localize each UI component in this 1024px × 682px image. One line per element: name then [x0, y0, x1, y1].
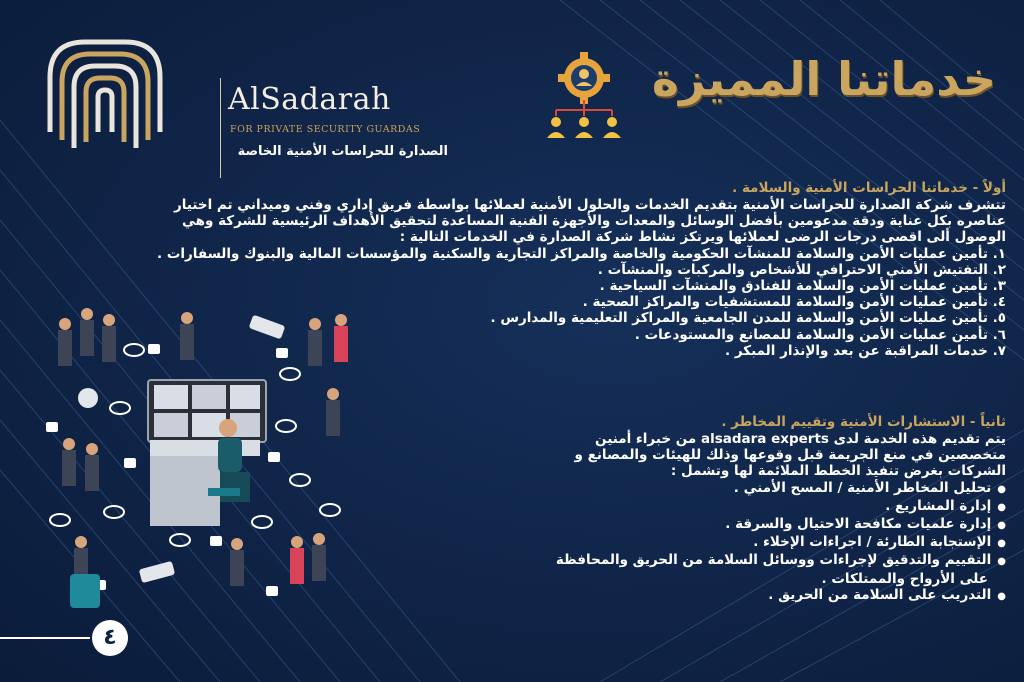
brand-name-en: AlSadarah	[228, 82, 391, 117]
page-number: ٤	[92, 620, 128, 656]
section2-heading: ثانياً - الاستشارات الأمنية وتقييم المخاطر .	[721, 414, 1006, 430]
page-title: خدماتنا المميزة	[651, 52, 996, 106]
list-item: ● الإستجابة الطارئة / اجراءات الإخلاء .	[366, 534, 1006, 552]
section2-intro-line: متخصصين في منع الجريمة قبل وقوعها وذلك للهيئات والمصانع و	[574, 447, 1006, 464]
logo-divider	[220, 78, 221, 178]
brand-logo	[40, 32, 448, 162]
brand-name-ar: الصدارة للحراسات الأمنية الخاصة	[237, 144, 448, 159]
list-item-continuation: على الأرواح والممتلكات .	[821, 570, 988, 587]
page-number-block	[0, 620, 175, 656]
list-item: ٧. خدمات المراقبة عن بعد والإنذار المبكر .	[725, 342, 1006, 359]
logo-mark	[40, 32, 170, 162]
list-item: ١. تأمين عمليات الأمن والسلامة للمنشآت الحكومية والخاصة والمراكز التجارية والسكنية والمؤسسات المالية والبنوك والسفارات .	[156, 245, 1006, 262]
section1-intro-line: عناصره بكل عناية ودقة مدعومين بأفضل الوسائل والمعدات والأجهزة الفنية المساعدة لتحقيق الأهداف الرئيسية للشركة وهي	[181, 213, 1006, 230]
brand-subtitle-en: FOR PRIVATE SECURITY GUARDAS	[230, 124, 421, 135]
section-security-consulting	[366, 414, 1006, 605]
security-illustration	[30, 290, 370, 620]
list-item: ٣. تأمين عمليات الأمن والسلامة للفنادق والمنشآت السياحية .	[599, 278, 1006, 295]
section1-intro-line: الوصول ألى اقصى درجات الرضى لعملائها ويرتكز نشاط شركة الصدارة في الخدمات التالية :	[399, 229, 1006, 246]
section2-list	[366, 480, 1006, 605]
list-item: ● إدارة علميات مكافحة الاحتيال والسرقة .	[366, 516, 1006, 534]
list-item: ● إدارة المشاريع .	[366, 498, 1006, 516]
list-item: ٦. تأمين عمليات الأمن والسلامة للمصانع والمستودعات .	[634, 326, 1006, 343]
list-item: ● التدريب على السلامة من الحريق .	[366, 587, 1006, 605]
section2-intro-line: يتم تقديم هذه الخدمة لدى alsadara experts من خبراء أمنين	[595, 431, 1006, 447]
page-number-line	[0, 637, 90, 639]
monitor-wall	[148, 380, 266, 442]
section1-intro	[16, 197, 1006, 246]
team-gear-icon	[536, 52, 632, 144]
list-item: ● تحليل المخاطر الأمنية / المسح الأمني .	[366, 480, 1006, 498]
section1-intro-line: تتشرف شركة الصدارة للحراسات الأمنية بتقديم الخدمات والحلول الأمنية لعملائها بواسطة فريق إداري وفني وميداني تم اختيار	[174, 197, 1006, 213]
section1-heading: أولاً - خدماتنا الحراسات الأمنية والسلامة .	[732, 180, 1006, 196]
section2-intro	[366, 431, 1006, 480]
list-item: ٤. تأمين عمليات الأمن والسلامة للمستشفيات والمراكز الصحية .	[582, 294, 1006, 311]
section2-intro-line: الشركات بغرض تنفيذ الخطط الملائمة لها وتشمل :	[670, 463, 1006, 480]
list-item: ٥. تأمين عمليات الأمن والسلامة للمدن الجامعية والمراكز التعليمية والمدارس .	[490, 310, 1006, 327]
list-item: ٢. التفتيش الأمني الاحترافي للأشخاص والمركبات والمنشآت .	[597, 261, 1006, 278]
list-item: ● التقييم والتدقيق لإجراءات ووسائل السلامة من الحريق والمحافظة	[366, 552, 1006, 570]
